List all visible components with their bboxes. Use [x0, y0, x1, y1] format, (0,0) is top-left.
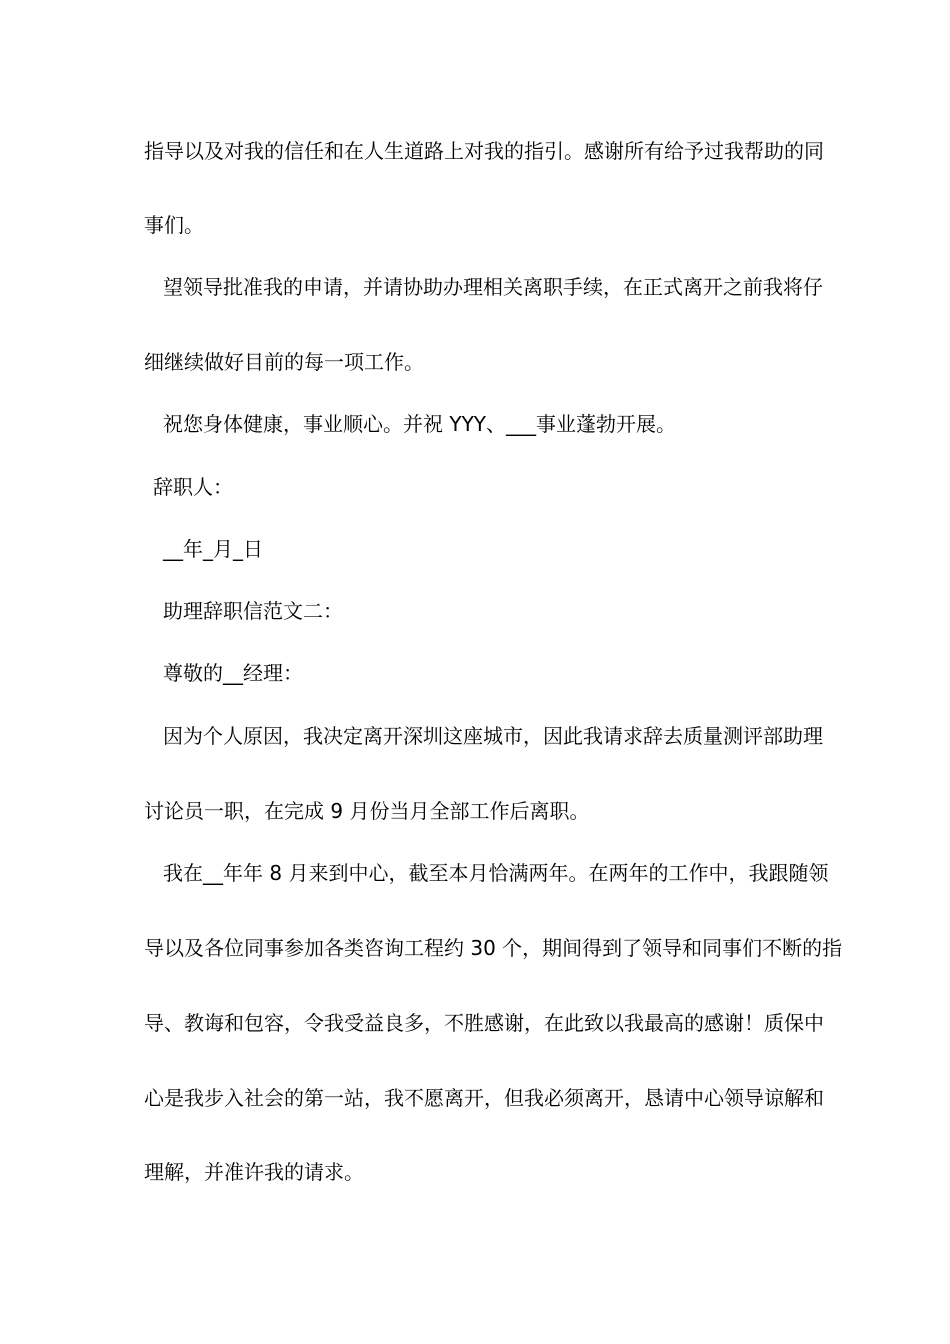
- text-line: 导、教诲和包容，令我受益良多，不胜感谢，在此致以我最高的感谢！质保中: [144, 1011, 824, 1035]
- signature-label: 辞职人：: [153, 475, 233, 499]
- section-heading: 助理辞职信范文二：: [163, 599, 343, 623]
- text-line: 细继续做好目前的每一项工作。: [144, 350, 424, 374]
- text-line: 望领导批准我的申请，并请协助办理相关离职手续，在正式离开之前我将仔: [163, 275, 823, 299]
- text-line: 导以及各位同事参加各类咨询工程约 30 个，期间得到了领导和同事们不断的指: [144, 936, 843, 960]
- text-line: 心是我步入社会的第一站，我不愿离开，但我必须离开，恳请中心领导谅解和: [144, 1086, 824, 1110]
- text-line: 讨论员一职，在完成 9 月份当月全部工作后离职。: [144, 799, 590, 823]
- text-line: 事们。: [144, 213, 204, 237]
- date-line: __年_月_日: [163, 537, 263, 561]
- text-line: 因为个人原因，我决定离开深圳这座城市，因此我请求辞去质量测评部助理: [163, 724, 823, 748]
- text-line: 理解，并准许我的请求。: [144, 1160, 364, 1184]
- salutation: 尊敬的__经理：: [163, 661, 303, 685]
- text-line: 祝您身体健康，事业顺心。并祝 YYY、___事业蓬勃开展。: [163, 412, 677, 436]
- text-line: 指导以及对我的信任和在人生道路上对我的指引。感谢所有给予过我帮助的同: [144, 139, 824, 163]
- text-line: 我在__年年 8 月来到中心，截至本月恰满两年。在两年的工作中，我跟随领: [163, 861, 829, 885]
